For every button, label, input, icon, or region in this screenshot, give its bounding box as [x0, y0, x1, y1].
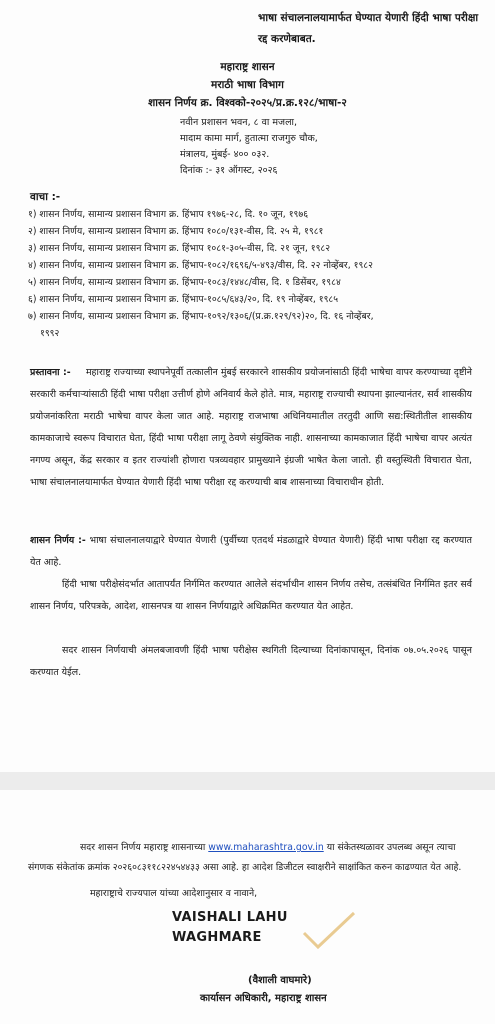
govt-title: महाराष्ट्र शासन — [220, 61, 275, 73]
reference-item-line: १९९२ — [40, 328, 60, 339]
address-line: नवीन प्रशासन भवन, ८ वा मजला, — [180, 117, 297, 128]
reference-item: ६) शासन निर्णय, सामान्य प्रशासन विभाग क्र. हिंभाप-१०८५/६४३/२०, दि. १९ नोव्हेंबर, १९८५ — [28, 294, 339, 305]
reference-item: १) शासन निर्णय, सामान्य प्रशासन विभाग क्र. हिंभाप १९७६-२८, दि. १० जून, १९७६ — [28, 209, 309, 220]
reference-item: ५) शासन निर्णय, सामान्य प्रशासन विभाग क्र. हिंभाप-१०८३/१४४८/वीस, दि. १ डिसेंबर, १९८४ — [28, 277, 341, 288]
date-line: दिनांक :- ३१ ऑगस्ट, २०२६ — [180, 165, 278, 176]
reference-item-line: ७) शासन निर्णय, सामान्य प्रशासन विभाग क्र. हिंभाप-१०९२/१३०६/(प्र.क्र.१२९/९२)२०, दि. १६ नोव्हेंबर, — [28, 311, 374, 322]
preamble-text: महाराष्ट्र राज्याच्या स्थापनेपूर्वी तत्कालीन मुंबई सरकारने शासकीय प्रयोजनांसाठी हिंदी भाषेचा वापर करण्याच्या दृष्टीने सरकारी कर्मचाऱ्यांसाठी हिंदी भाषा परीक्षा उत्तीर्ण होणे अनिवार्य केले होते. मात्र, महाराष्ट्र राज्याची स्थापना झाल्यानंतर, सर्व शासकीय प्रयोजनांकरिता मराठी भाषेचा वापर केला जात आहे. महाराष्ट्र राजभाषा अधिनियमातील तरतुदी आणि सद्य:स्थितीतील शासकीय कामकाजाचे स्वरूप विचारात घेता, हिंदी भाषा परीक्षा लागू ठेवणे संयुक्तिक नाही. शासनाच्या कामकाजात हिंदी भाषेचा वापर अत्यंत नगण्य असून, केंद्र सरकार व इतर राज्यांशी होणारा पत्रव्यवहार प्रामुख्याने इंग्रजी भाषेत केला जातो. ही वस्तुस्थिती विचारात घेता, भाषा संचालनालयामार्फत घेण्यात येणारी हिंदी भाषा परीक्षा रद्द करण्याची बाब शासनाच्या विचाराधीन होती. — [30, 367, 472, 488]
decision-text: भाषा संचालनालयाद्वारे घेण्यात येणारी (पुर्वीच्या एतदर्थ मंडळाद्वारे घेण्यात येणारी) हिंदी भाषा परीक्षा रद्द करण्यात येत आहे. — [30, 535, 473, 568]
website-text-before: सदर शासन निर्णय महाराष्ट्र शासनाच्या — [80, 842, 206, 853]
subject-line: भाषा संचालनालयामार्फत घेण्यात येणारी हिंदी भाषा परीक्षा रद्द करणेबाबत. — [258, 12, 479, 45]
signer-name-marathi: (वैशाली वाघमारे) — [248, 975, 312, 986]
governor-order-line: महाराष्ट्राचे राज्यपाल यांच्या आदेशानुसार व नावाने, — [90, 888, 258, 899]
website-paragraph — [28, 838, 474, 878]
preamble-label: प्रस्तावना :- — [30, 367, 71, 378]
address-line: मंत्रालय, मुंबई- ४०० ०३२. — [180, 149, 270, 160]
digital-signature-block — [284, 905, 434, 955]
gr-number: शासन निर्णय क्र. विश्वको-२०२५/प्र.क्र.१२८/भाषा-२ — [148, 97, 347, 109]
preamble-paragraph — [30, 362, 472, 494]
signer-designation: कार्यासन अधिकारी, महाराष्ट्र शासन — [200, 993, 327, 1004]
department-title: मराठी भाषा विभाग — [211, 79, 284, 91]
reference-item: ४) शासन निर्णय, सामान्य प्रशासन विभाग क्र. हिंभाप-१०८२/१६९६/५-४९३/वीस, दि. २२ नोव्हेंबर, १९८२ — [28, 260, 373, 271]
decision-paragraph — [30, 530, 472, 574]
references-title: वाचा :- — [30, 191, 61, 203]
signature-check-icon — [284, 905, 434, 955]
supersession-paragraph: हिंदी भाषा परीक्षेसंदर्भात आतापर्यंत निर्गमित करण्यात आलेले संदर्भाधीन शासन निर्णय तसेच, तत्संबंधित निर्गमित इतर सर्व शासन निर्णय, परिपत्रके, आदेश, शासनपत्र या शासन निर्णयाद्वारे अधिक्रमित करण्यात येत आहेत. — [30, 579, 472, 612]
address-line: मादाम कामा मार्ग, हुतात्मा राजगुरु चौक, — [180, 133, 318, 144]
decision-label: शासन निर्णय :- — [30, 535, 86, 546]
reference-item — [28, 308, 478, 342]
signer-name-line: VAISHALI LAHU — [172, 910, 288, 925]
signer-name-line: WAGHMARE — [172, 930, 262, 945]
reference-item: ३) शासन निर्णय, सामान्य प्रशासन विभाग क्र. हिंभाप १०८१-३०५-वीस, दि. २१ जून, १९८२ — [28, 243, 331, 254]
implementation-paragraph: सदर शासन निर्णयाची अंमलबजावणी हिंदी भाषा परीक्षेस स्थगिती दिल्याच्या दिनांकापासून, दिनांक ०७.०५.२०२६ पासून करण्यात येईल. — [30, 645, 472, 678]
website-text-after: या संकेतस्थळावर उपलब्ध असून त्याचा संगणक संकेतांक क्रमांक २०२६०८३११८२२४५४४३३ असा आहे. हा आदेश डिजीटल स्वाक्षरीने साक्षांकित करुन काढण्यात येत आहे. — [28, 842, 462, 873]
website-link[interactable]: www.maharashtra.gov.in — [208, 842, 324, 853]
reference-item: २) शासन निर्णय, सामान्य प्रशासन विभाग क्र. हिंभाप १०८०/१३१-वीस, दि. २५ मे, १९८१ — [28, 226, 324, 237]
references-list — [28, 206, 478, 342]
signer-name — [172, 908, 288, 948]
